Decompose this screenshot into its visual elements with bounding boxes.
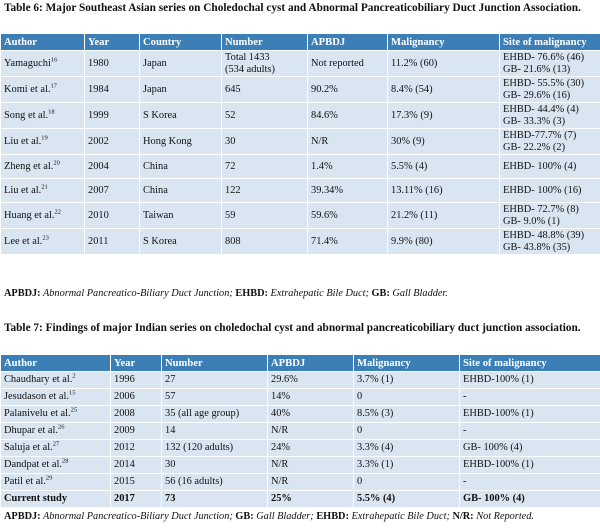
author-name: Dandpat et al. <box>4 459 62 471</box>
site-cell-line: EHBD- 100% (4) <box>503 160 577 172</box>
author-cell <box>1 389 111 406</box>
footnote-abbreviation: EHBD: <box>235 288 268 299</box>
table-row <box>1 372 600 389</box>
author-cell <box>1 474 111 491</box>
reference-number: 23 <box>42 234 49 242</box>
footnote-abbreviation: GB: <box>371 288 390 299</box>
site-cell-line: EHBD- 72.7% (8) <box>503 204 579 215</box>
year-cell: 2006 <box>111 389 162 406</box>
reference-number: 20 <box>53 159 60 167</box>
footnote-definition: Gall Bladder; <box>253 511 317 522</box>
author-cell <box>1 491 111 508</box>
author-cell <box>1 179 85 203</box>
country-cell: S Korea <box>140 103 222 129</box>
number-cell: 56 (16 adults) <box>162 474 268 491</box>
apbdj-cell: N/R <box>268 474 354 491</box>
site-cell-line: EHBD- 48.8% (39) <box>503 230 585 241</box>
site-cell <box>500 179 600 203</box>
table-row <box>1 491 600 508</box>
author-name: Lee et al. <box>4 235 43 247</box>
table6 <box>0 33 600 255</box>
site-cell: GB- 100% (4) <box>460 440 600 457</box>
footnote-definition: Gall Bladder. <box>389 288 448 299</box>
malignancy-cell: 5.5% (4) <box>388 155 500 179</box>
table-row <box>1 229 600 255</box>
author-name: Jesudason et al. <box>4 391 69 403</box>
table-row <box>1 406 600 423</box>
reference-number: 2 <box>72 372 76 380</box>
author-cell <box>1 103 85 129</box>
author-name: Zheng et al. <box>4 160 54 172</box>
table-row <box>1 203 600 229</box>
column-header: Malignancy <box>354 355 460 372</box>
author-name: Saluja et al. <box>4 442 53 454</box>
author-cell <box>1 229 85 255</box>
malignancy-cell: 0 <box>354 423 460 440</box>
site-cell <box>500 77 600 103</box>
site-cell-line: EHBD- 100% (16) <box>503 184 582 196</box>
author-cell <box>1 457 111 474</box>
table-row <box>1 77 600 103</box>
year-cell: 1984 <box>85 77 140 103</box>
table-row <box>1 103 600 129</box>
number-cell-line: 808 <box>225 235 241 247</box>
number-cell-line: (534 adults) <box>225 63 275 75</box>
footnote-definition: Abnormal Pancreatico-Biliary Duct Junction; <box>40 511 236 522</box>
footnote-definition: Extrahepatic Bile Duct; <box>267 288 372 299</box>
apbdj-cell: N/R <box>308 129 388 155</box>
table6-footnote <box>4 288 596 300</box>
site-cell-line: EHBD- 55.5% (30) <box>503 78 585 89</box>
year-cell: 2012 <box>111 440 162 457</box>
site-cell <box>500 129 600 155</box>
number-cell: 132 (120 adults) <box>162 440 268 457</box>
column-header: APBDJ <box>308 34 388 51</box>
site-cell: - <box>460 389 600 406</box>
author-name: Current study <box>4 493 68 505</box>
site-cell: GB- 100% (4) <box>460 491 600 508</box>
number-cell-line: 645 <box>225 83 241 95</box>
site-cell <box>500 155 600 179</box>
site-cell-line: GB- 29.6% (16) <box>503 89 571 101</box>
table-row <box>1 440 600 457</box>
author-cell <box>1 77 85 103</box>
table-row <box>1 179 600 203</box>
apbdj-cell: 71.4% <box>308 229 388 255</box>
number-cell <box>222 51 308 77</box>
year-cell: 2009 <box>111 423 162 440</box>
apbdj-cell: 14% <box>268 389 354 406</box>
reference-number: 26 <box>57 423 65 431</box>
column-header: Malignancy <box>388 34 500 51</box>
table-row <box>1 389 600 406</box>
table-row <box>1 474 600 491</box>
malignancy-cell: 30% (9) <box>388 129 500 155</box>
reference-number: 22 <box>54 208 61 216</box>
site-cell <box>500 203 600 229</box>
malignancy-cell: 3.3% (4) <box>354 440 460 457</box>
author-name: Komi et al. <box>4 83 51 95</box>
site-cell-line: EHBD- 44.4% (4) <box>503 104 579 115</box>
reference-number: 28 <box>62 457 69 465</box>
number-cell-line: 52 <box>225 109 236 121</box>
year-cell: 2017 <box>111 491 162 508</box>
year-cell: 2007 <box>85 179 140 203</box>
apbdj-cell: 29.6% <box>268 372 354 389</box>
number-cell-line: 72 <box>225 160 236 172</box>
number-cell <box>222 155 308 179</box>
site-cell-line: GB- 43.8% (35) <box>503 241 571 253</box>
column-header: Author <box>1 355 111 372</box>
apbdj-cell: 84.6% <box>308 103 388 129</box>
site-cell: EHBD-100% (1) <box>460 406 600 423</box>
apbdj-cell: 39.34% <box>308 179 388 203</box>
column-header: Number <box>162 355 268 372</box>
year-cell: 1996 <box>111 372 162 389</box>
table7-footnote <box>4 511 596 523</box>
malignancy-cell: 8.5% (3) <box>354 406 460 423</box>
author-name: Liu et al. <box>4 135 42 147</box>
site-cell <box>500 229 600 255</box>
author-cell <box>1 423 111 440</box>
number-cell <box>222 229 308 255</box>
year-cell: 2014 <box>111 457 162 474</box>
footnote-definition: Extrahepatic Bile Duct; <box>348 511 453 522</box>
footnote-definition: Abnormal Pancreatico-Biliary Duct Junction; <box>40 288 236 299</box>
author-cell <box>1 155 85 179</box>
country-cell: Taiwan <box>140 203 222 229</box>
country-cell: China <box>140 155 222 179</box>
apbdj-cell: 25% <box>268 491 354 508</box>
year-cell: 1980 <box>85 51 140 77</box>
column-header: Year <box>111 355 162 372</box>
number-cell: 35 (all age group) <box>162 406 268 423</box>
column-header: Author <box>1 34 85 51</box>
reference-number: 15 <box>68 389 76 397</box>
author-cell <box>1 203 85 229</box>
footnote-abbreviation: APBDJ: <box>4 511 41 522</box>
table6-caption: Table 6: Major Southeast Asian series on Choledochal cyst and Abnormal Pancreaticobiliary Duct Junction Association. <box>4 2 581 14</box>
site-cell: - <box>460 423 600 440</box>
reference-number: 16 <box>50 56 58 64</box>
table-row <box>1 51 600 77</box>
table-row <box>1 457 600 474</box>
apbdj-cell: 90.2% <box>308 77 388 103</box>
number-cell-line: Total 1433 <box>225 52 270 63</box>
number-cell <box>222 103 308 129</box>
number-cell: 27 <box>162 372 268 389</box>
site-cell-line: GB- 9.0% (1) <box>503 215 560 227</box>
apbdj-cell: N/R <box>268 457 354 474</box>
site-cell <box>500 51 600 77</box>
apbdj-cell: 40% <box>268 406 354 423</box>
author-name: Palanivelu et al. <box>4 408 71 420</box>
number-cell <box>222 179 308 203</box>
author-cell <box>1 372 111 389</box>
site-cell-line: EHBD-77.7% (7) <box>503 130 577 141</box>
author-name: Yamaguchi <box>4 57 51 69</box>
column-header: Year <box>85 34 140 51</box>
footnote-definition: Not Reported. <box>473 511 534 522</box>
table7 <box>0 354 600 508</box>
malignancy-cell: 11.2% (60) <box>388 51 500 77</box>
footnote-abbreviation: APBDJ: <box>4 288 41 299</box>
number-cell-line: 59 <box>225 209 236 221</box>
malignancy-cell: 3.7% (1) <box>354 372 460 389</box>
apbdj-cell: 1.4% <box>308 155 388 179</box>
site-cell-line: GB- 33.3% (3) <box>503 115 566 127</box>
country-cell: S Korea <box>140 229 222 255</box>
number-cell: 57 <box>162 389 268 406</box>
author-cell <box>1 51 85 77</box>
column-header: Site of malignancy <box>500 34 600 51</box>
table-row <box>1 155 600 179</box>
country-cell: China <box>140 179 222 203</box>
site-cell-line: EHBD- 76.6% (46) <box>503 52 585 63</box>
site-cell: EHBD-100% (1) <box>460 457 600 474</box>
number-cell-line: 30 <box>225 135 236 147</box>
footnote-abbreviation: EHBD: <box>316 511 349 522</box>
author-name: Liu et al. <box>4 184 42 196</box>
malignancy-cell: 9.9% (80) <box>388 229 500 255</box>
apbdj-cell: 59.6% <box>308 203 388 229</box>
reference-number: 21 <box>41 183 48 191</box>
author-name: Huang et al. <box>4 209 55 221</box>
malignancy-cell: 21.2% (11) <box>388 203 500 229</box>
malignancy-cell: 0 <box>354 474 460 491</box>
malignancy-cell: 13.11% (16) <box>388 179 500 203</box>
malignancy-cell: 5.5% (4) <box>354 491 460 508</box>
reference-number: 18 <box>48 108 55 116</box>
year-cell: 1999 <box>85 103 140 129</box>
footnote-abbreviation: GB: <box>235 511 254 522</box>
year-cell: 2002 <box>85 129 140 155</box>
year-cell: 2008 <box>111 406 162 423</box>
malignancy-cell: 3.3% (1) <box>354 457 460 474</box>
table7-header-row <box>1 355 600 372</box>
number-cell-line: 122 <box>225 184 241 196</box>
apbdj-cell: Not reported <box>308 51 388 77</box>
country-cell: Japan <box>140 77 222 103</box>
site-cell-line: GB- 22.2% (2) <box>503 141 566 153</box>
author-cell <box>1 406 111 423</box>
number-cell <box>222 77 308 103</box>
year-cell: 2015 <box>111 474 162 491</box>
table7-caption: Table 7: Findings of major Indian series on choledochal cyst and abnormal pancreaticobiliary duct junction association. <box>4 322 581 334</box>
site-cell: EHBD-100% (1) <box>460 372 600 389</box>
column-header: Country <box>140 34 222 51</box>
table6-body <box>1 51 600 255</box>
reference-number: 27 <box>52 440 60 448</box>
number-cell <box>222 129 308 155</box>
table-row <box>1 129 600 155</box>
author-name: Song et al. <box>4 109 49 121</box>
site-cell <box>500 103 600 129</box>
author-name: Patil et al. <box>4 476 46 488</box>
country-cell: Japan <box>140 51 222 77</box>
table-row <box>1 423 600 440</box>
apbdj-cell: 24% <box>268 440 354 457</box>
malignancy-cell: 8.4% (54) <box>388 77 500 103</box>
number-cell: 73 <box>162 491 268 508</box>
table7-body <box>1 372 600 508</box>
site-cell: - <box>460 474 600 491</box>
country-cell: Hong Kong <box>140 129 222 155</box>
table6-header-row <box>1 34 600 51</box>
reference-number: 29 <box>45 474 53 482</box>
reference-number: 19 <box>41 134 48 142</box>
year-cell: 2010 <box>85 203 140 229</box>
column-header: Site of malignancy <box>460 355 600 372</box>
column-header: Number <box>222 34 308 51</box>
year-cell: 2011 <box>85 229 140 255</box>
malignancy-cell: 17.3% (9) <box>388 103 500 129</box>
number-cell <box>222 203 308 229</box>
reference-number: 17 <box>50 82 57 90</box>
footnote-abbreviation: N/R: <box>452 511 474 522</box>
reference-number: 25 <box>70 406 78 414</box>
author-name: Chaudhary et al. <box>4 374 73 386</box>
author-name: Dhupar et al. <box>4 425 58 437</box>
column-header: APBDJ <box>268 355 354 372</box>
year-cell: 2004 <box>85 155 140 179</box>
apbdj-cell: N/R <box>268 423 354 440</box>
site-cell-line: GB- 21.6% (13) <box>503 63 571 75</box>
author-cell <box>1 129 85 155</box>
malignancy-cell: 0 <box>354 389 460 406</box>
number-cell: 14 <box>162 423 268 440</box>
number-cell: 30 <box>162 457 268 474</box>
author-cell <box>1 440 111 457</box>
